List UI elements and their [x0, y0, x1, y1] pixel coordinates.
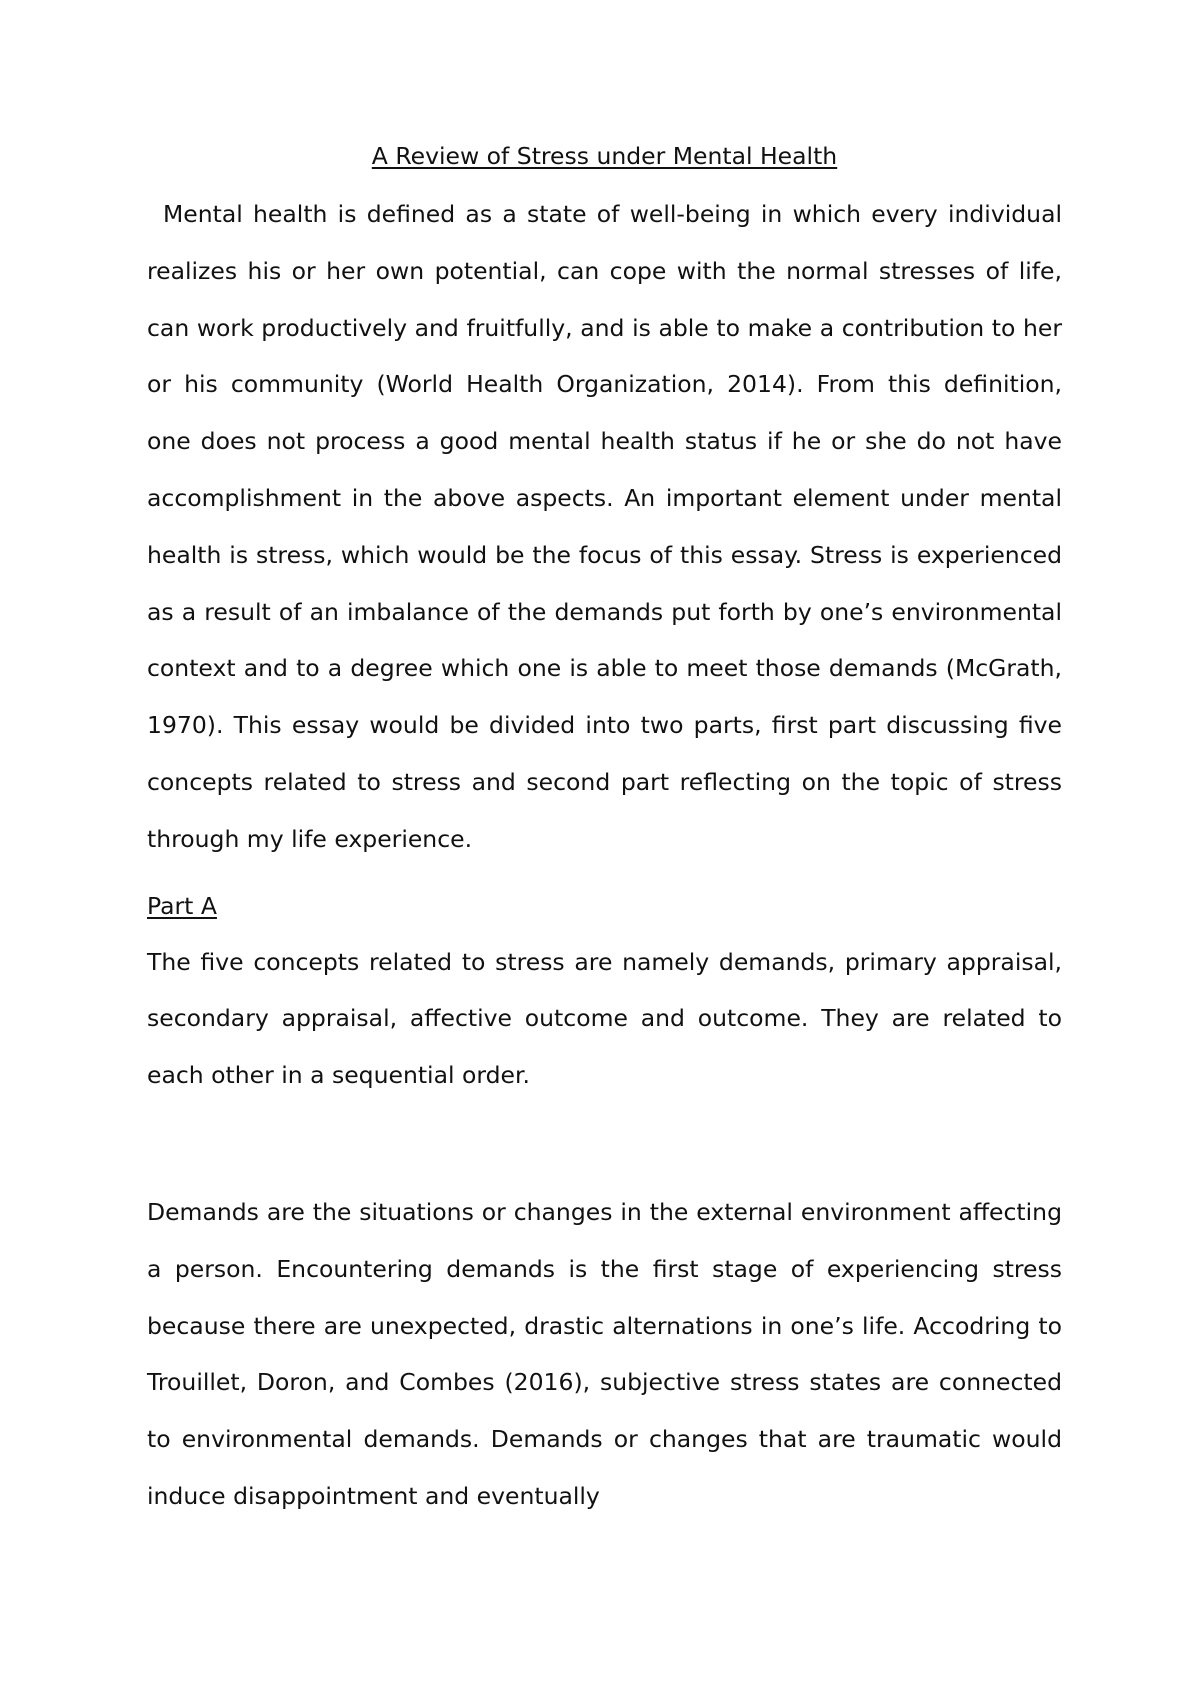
document-body	[147, 140, 1062, 1525]
intro-paragraph: Mental health is defined as a state of well-being in which every individual realizes his or her own potential, can cope with the normal stresses of life, can work productively and fruitfully, and is able to make a contribution to her or his community (World Health Organization, 2014). From this definition, one does not process a good mental health status if he or she do not have accomplishment in the above aspects. An important element under mental health is stress, which would be the focus of this essay. Stress is experienced as a result of an imbalance of the demands put forth by one’s environmental context and to a degree which one is able to meet those demands (McGrath, 1970). This essay would be divided into two parts, first part discussing five concepts related to stress and second part reflecting on the topic of stress through my life experience.	[147, 200, 1062, 853]
concepts-paragraph: The five concepts related to stress are namely demands, primary appraisal, secondary appraisal, affective outcome and outcome. They are related to each other in a sequential order.	[147, 947, 1062, 1090]
paragraph-spacer	[147, 1104, 1062, 1184]
section-heading-part-a: Part A	[147, 891, 217, 920]
demands-paragraph: Demands are the situations or changes in the external environment affecting a person. Encountering demands is the first stage of experiencing stress because there are unexpected, drastic alternations in one’s life. Accodring to Trouillet, Doron, and Combes (2016), subjective stress states are connected to environmental demands. Demands or changes that are traumatic would induce disappointment and eventually	[147, 1197, 1062, 1510]
document-title: A Review of Stress under Mental Health	[371, 142, 838, 170]
